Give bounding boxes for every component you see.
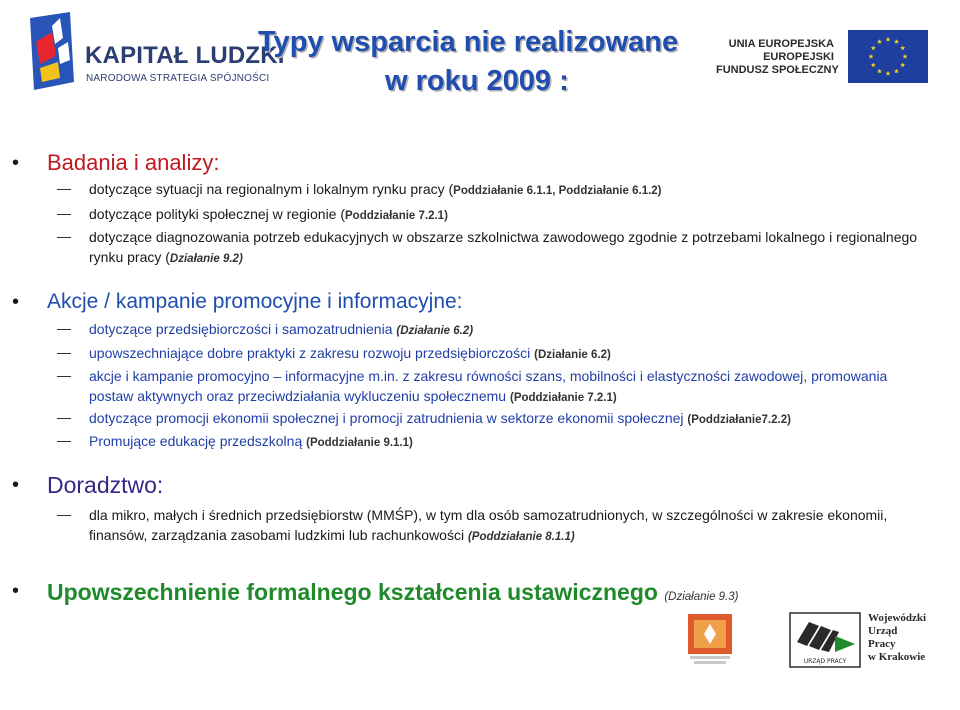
dash-icon bbox=[57, 237, 71, 238]
list-item: dotyczące sytuacji na regionalnym i lokalnym rynku pracy (Poddziałanie 6.1.1, Poddziałanie 6.1.2) bbox=[89, 181, 662, 197]
list-item: upowszechniające dobre praktyki z zakresu rozwoju przedsiębiorczości (Działanie 6.2) bbox=[89, 345, 611, 361]
slide-title-line-2: w roku 2009 : bbox=[385, 65, 569, 97]
dash-icon bbox=[57, 214, 71, 215]
dash-icon bbox=[57, 515, 71, 516]
list-item: dotyczące przedsiębiorczości i samozatrudnienia (Działanie 6.2) bbox=[89, 321, 474, 337]
section-heading-doradztwo: Doradztwo: bbox=[47, 472, 164, 498]
kapital-ludzki-logo bbox=[30, 12, 285, 94]
bullet-icon: • bbox=[12, 580, 20, 602]
dash-icon bbox=[57, 418, 71, 419]
eu-line-3: FUNDUSZ SPOŁECZNY bbox=[716, 64, 839, 76]
dash-icon bbox=[57, 353, 71, 354]
list-item: dla mikro, małych i średnich przedsiębiorstw (MMŚP), w tym dla osób samozatrudnionych, w szczególności w zakresie ekonomii, finansów, zarządzania zasobami ludzkimi lub rachunkowości (Poddziałanie 8.1.1) bbox=[89, 507, 888, 543]
wup-logo-text bbox=[868, 612, 926, 664]
eu-line-1: UNIA EUROPEJSKA bbox=[728, 38, 834, 50]
list-item: akcje i kampanie promocyjno – informacyjne m.in. z zakresu równości szans, mobilności i elastyczności zawodowej, promowania postaw aktywnych oraz przeciwdziałania wykluczeniu społecznemu (Poddziałanie 7.2.1) bbox=[89, 368, 888, 404]
section-heading-akcje: Akcje / kampanie promocyjne i informacyjne: bbox=[47, 290, 463, 313]
kapital-ludzki-emblem-icon bbox=[30, 12, 78, 90]
wup-line-1: Wojewódzki bbox=[868, 612, 927, 624]
list-item: dotyczące diagnozowania potrzeb edukacyjnych w obszarze szkolnictwa zawodowego zgodnie z potrzebami lokalnego i regionalnego rynku pracy (Działanie 9.2) bbox=[89, 229, 918, 265]
section-heading-badania: Badania i analizy: bbox=[47, 150, 220, 175]
wup-line-2: Urząd bbox=[868, 625, 898, 637]
section-heading-upowszechnienie: Upowszechnienie formalnego kształcenia ustawicznego (Działanie 9.3) bbox=[47, 579, 739, 605]
list-item: Promujące edukację przedszkolną (Poddziałanie 9.1.1) bbox=[89, 433, 413, 449]
eu-line-2: EUROPEJSKI bbox=[763, 51, 834, 63]
wup-logo-icon bbox=[789, 612, 861, 668]
slide-title-line-1: Typy wsparcia nie realizowane bbox=[258, 26, 679, 58]
eu-logo-text bbox=[716, 38, 839, 77]
bullet-icon: • bbox=[12, 474, 20, 496]
dash-icon bbox=[57, 376, 71, 377]
program-name: KAPITAŁ LUDZKI bbox=[85, 42, 285, 69]
wup-badge-label: URZĄD PRACY bbox=[803, 658, 847, 665]
eu-flag-icon bbox=[848, 30, 928, 83]
wup-line-4: w Krakowie bbox=[868, 651, 926, 663]
dash-icon bbox=[57, 189, 71, 190]
list-item: dotyczące polityki społecznej w regionie (Poddziałanie 7.2.1) bbox=[89, 206, 448, 222]
bullet-icon: • bbox=[12, 152, 20, 174]
malopolska-logo-icon bbox=[686, 612, 734, 666]
wup-line-3: Pracy bbox=[868, 638, 896, 650]
dash-icon bbox=[57, 329, 71, 330]
bullet-icon: • bbox=[12, 291, 20, 313]
dash-icon bbox=[57, 441, 71, 442]
list-item: dotyczące promocji ekonomii społecznej i promocji zatrudnienia w sektorze ekonomii społecznej (Poddziałanie7.2.2) bbox=[89, 410, 791, 426]
program-subtitle: NARODOWA STRATEGIA SPÓJNOŚCI bbox=[86, 73, 270, 84]
